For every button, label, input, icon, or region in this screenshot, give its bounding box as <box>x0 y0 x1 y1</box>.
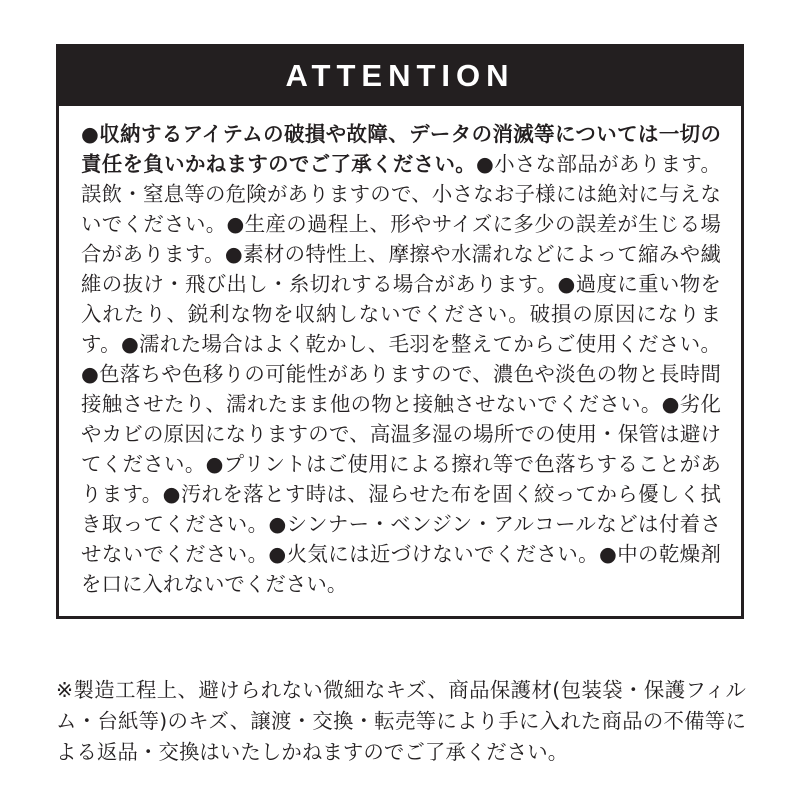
attention-lead-text: ●収納するアイテムの破損や故障、データの消滅等については一切の責任を負いかねますのでご了承ください。 <box>81 122 721 176</box>
attention-header-title: ATTENTION <box>59 47 741 106</box>
attention-box <box>56 44 744 619</box>
attention-body-text: ●小さな部品があります。誤飲・窒息等の危険がありますので、小さなお子様には絶対に与えないでください。●生産の過程上、形やサイズに多少の誤差が生じる場合があります。●素材の特性上、摩擦や水濡れなどによって縮みや繊維の抜け・飛び出し・糸切れする場合があります。●過度に重い物を入れたり、鋭利な物を収納しないでください。破損の原因になります。●濡れた場合はよく乾かし、毛羽を整えてからご使用ください。●色落ちや色移りの可能性がありますので、濃色や淡色の物と長時間接触させたり、濡れたまま他の物と接触させないでください。●劣化やカビの原因になりますので、高温多湿の場所での使用・保管は避けてください。●プリントはご使用による擦れ等で色落ちすることがあります。●汚れを落とす時は、湿らせた布を固く絞ってから優しく拭き取ってください。●シンナー・ベンジン・アルコールなどは付着させないでください。●火気には近づけないでください。●中の乾燥剤を口に入れないでください。 <box>81 151 721 596</box>
attention-body <box>59 106 741 616</box>
footnote-text: ※製造工程上、避けられない微細なキズ、商品保護材(包装袋・保護フィルム・台紙等)のキズ、譲渡・交換・転売等により手に入れた商品の不備等による返品・交換はいたしかねますのでご了承ください。 <box>56 678 746 765</box>
